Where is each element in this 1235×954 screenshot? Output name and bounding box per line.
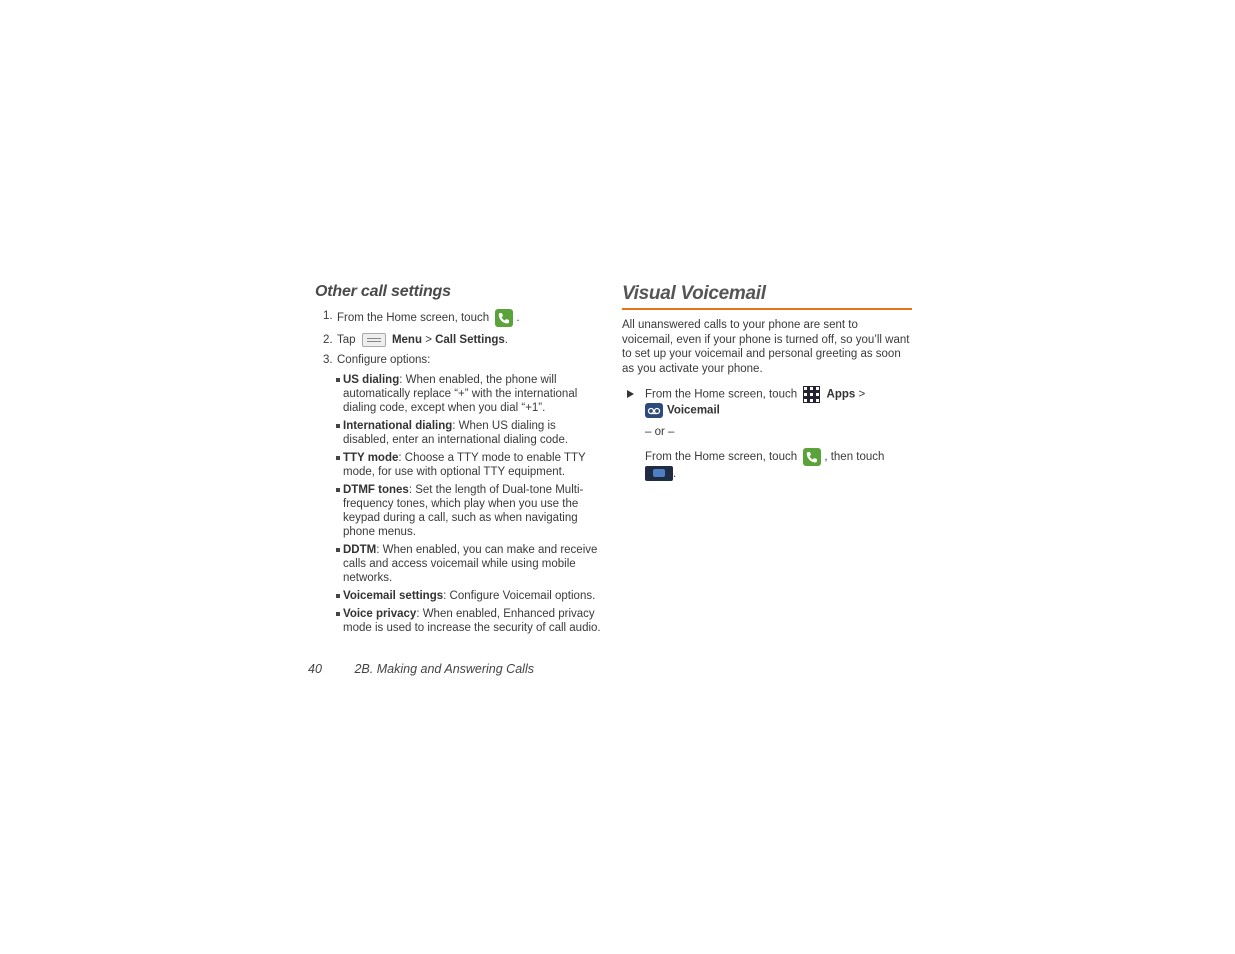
voicemail-button-icon xyxy=(645,466,673,481)
step-3: 3. Configure options: xyxy=(323,354,431,367)
apps-grid-icon xyxy=(803,386,820,403)
phone-icon xyxy=(495,309,513,327)
arrow-bullet-icon xyxy=(627,390,634,398)
or-separator: – or – xyxy=(645,426,675,438)
list-item: Voice privacy: When enabled, Enhanced privacy mode is used to increase the security of call audio. xyxy=(335,607,605,635)
list-item: Voicemail settings: Configure Voicemail options. xyxy=(335,589,605,603)
step-1: 1. From the Home screen, touch . xyxy=(315,309,605,327)
menu-icon xyxy=(362,333,386,347)
intro-paragraph: All unanswered calls to your phone are sent to voicemail, even if your phone is turned off, so you’ll want to set up your voicemail and personal greeting as soon as you activate your phone. xyxy=(622,319,910,375)
options-list xyxy=(335,373,605,635)
voicemail-icon xyxy=(645,403,663,418)
list-item: DTMF tones: Set the length of Dual-tone Multi-frequency tones, which play when you use the keypad during a call, such as when navigating phone menus. xyxy=(335,483,605,539)
list-item: TTY mode: Choose a TTY mode to enable TTY mode, for use with optional TTY equipment. xyxy=(335,451,605,479)
phone-icon xyxy=(803,448,821,466)
visual-voicemail-section xyxy=(622,283,912,482)
list-item: DDTM: When enabled, you can make and receive calls and access voicemail while using mobile networks. xyxy=(335,543,605,585)
list-item: International dialing: When US dialing is disabled, enter an international dialing code. xyxy=(335,419,605,447)
other-call-settings-section xyxy=(315,283,605,639)
step-2: 2. Tap Menu > Call Settings. xyxy=(323,334,508,347)
alternate-step: From the Home screen, touch , then touch . xyxy=(622,448,912,482)
section-title: 2B. Making and Answering Calls xyxy=(354,662,534,676)
page-title: Visual Voicemail xyxy=(622,283,912,310)
page-number: 40 xyxy=(308,662,322,676)
list-item: US dialing: When enabled, the phone will automatically replace “+” with the international dialing code, except when you dial “+1”. xyxy=(335,373,605,415)
page-footer xyxy=(308,662,534,676)
section-heading: Other call settings xyxy=(315,283,451,300)
instruction-step: From the Home screen, touch Apps > Voicemail xyxy=(622,386,912,418)
